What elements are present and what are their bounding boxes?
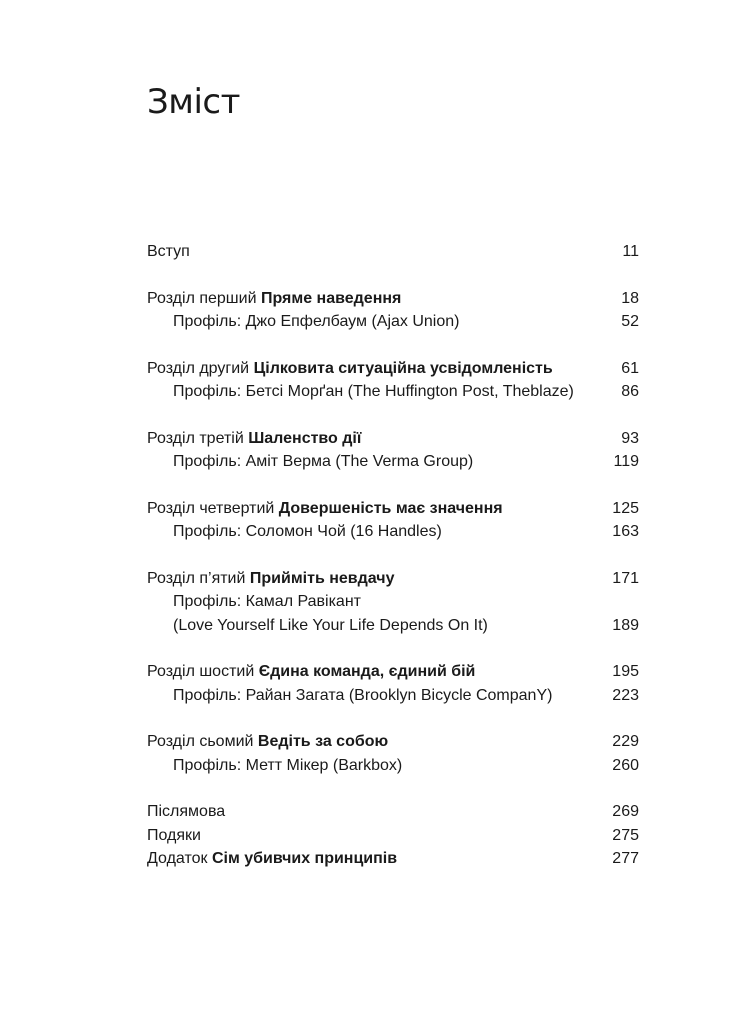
entry-text: Розділ другий: [147, 359, 254, 377]
toc-entry-profile-1: [147, 310, 639, 334]
page-number: 277: [612, 850, 639, 867]
entry-text: Профіль: Метт Мікер (Barkbox): [173, 756, 403, 774]
toc-entry-chapter-4: [147, 497, 639, 521]
entry-bold-title: Шаленство дії: [248, 429, 362, 447]
entry-text: (Love Yourself Like Your Life Depends On It): [173, 616, 488, 634]
toc-entry-profile-4: [147, 520, 639, 544]
toc-entry-profile-5: [147, 590, 639, 614]
entry-bold-title: Ведіть за собою: [257, 733, 389, 750]
entry-bold-title: Єдина команда, єдиний бій: [258, 663, 476, 680]
page-number: 119: [613, 453, 639, 470]
toc-entry-profile-2: [147, 380, 639, 404]
entry-bold-title: Пряме наведення: [260, 289, 402, 307]
toc-entry-appendix: [147, 847, 639, 871]
entry-text: Розділ четвертий: [147, 499, 279, 517]
entry-text: Додаток: [147, 850, 212, 867]
page-number: 52: [621, 313, 639, 330]
entry-text: Профіль: Бетсі Морґан (The Huffington Post, Theblaze): [173, 383, 574, 400]
toc-entry-chapter-1: [147, 287, 639, 311]
page-number: 61: [621, 359, 639, 377]
entry-bold-title: Довершеність має значення: [278, 499, 503, 517]
toc-entry-chapter-5: [147, 567, 639, 591]
entry-bold-title: Прийміть невдачу: [249, 569, 395, 587]
entry-bold-title: Цілковита ситуаційна усвідомленість: [253, 359, 553, 377]
page-number: 275: [612, 826, 639, 844]
page-number: 269: [612, 803, 639, 820]
toc-entry-afterword: [147, 800, 639, 824]
toc-entry-profile-6: [147, 684, 639, 708]
page-title: Зміст: [147, 82, 240, 122]
page-number: 189: [612, 616, 639, 634]
page-number: 171: [612, 569, 639, 587]
toc-entry-acknowledgements: [147, 824, 639, 848]
toc-entry-chapter-6: [147, 660, 639, 684]
page-number: 86: [621, 383, 639, 400]
table-of-contents: [147, 240, 639, 871]
entry-text: Розділ перший: [147, 289, 261, 307]
page-number: 195: [612, 663, 639, 680]
entry-text: Профіль: Соломон Чой (16 Handles): [173, 523, 442, 540]
page-number: 260: [612, 756, 639, 774]
entry-text: Профіль: Аміт Верма (The Verma Group): [173, 453, 474, 470]
entry-text: Вступ: [147, 243, 190, 260]
page-number: 11: [622, 243, 639, 260]
entry-text: Подяки: [147, 826, 201, 844]
toc-entry-intro: [147, 240, 639, 264]
toc-entry-chapter-2: [147, 357, 639, 381]
entry-text: Профіль: Камал Равікант: [173, 593, 361, 610]
page-number: 223: [612, 686, 639, 704]
entry-text: Розділ шостий: [147, 663, 259, 680]
page-number: 229: [612, 733, 639, 750]
entry-text: Післямова: [147, 803, 226, 820]
entry-bold-title: Сім убивчих принципів: [211, 850, 398, 867]
page-number: 93: [621, 429, 639, 447]
toc-entry-chapter-7: [147, 730, 639, 754]
entry-text: Розділ сьомий: [147, 733, 258, 750]
entry-text: Розділ п’ятий: [147, 569, 250, 587]
entry-text: Профіль: Джо Епфелбаум (Ajax Union): [173, 313, 460, 330]
page-number: 18: [621, 289, 639, 307]
entry-text: Розділ третій: [147, 429, 249, 447]
toc-entry-profile-7: [147, 754, 639, 778]
toc-entry-chapter-3: [147, 427, 639, 451]
toc-entry-profile-5-cont: [147, 614, 639, 638]
page-number: 125: [612, 499, 639, 517]
toc-entry-profile-3: [147, 450, 639, 474]
entry-text: Профіль: Райан Загата (Brooklyn Bicycle CompanY): [173, 686, 553, 704]
page-number: 163: [612, 523, 639, 540]
